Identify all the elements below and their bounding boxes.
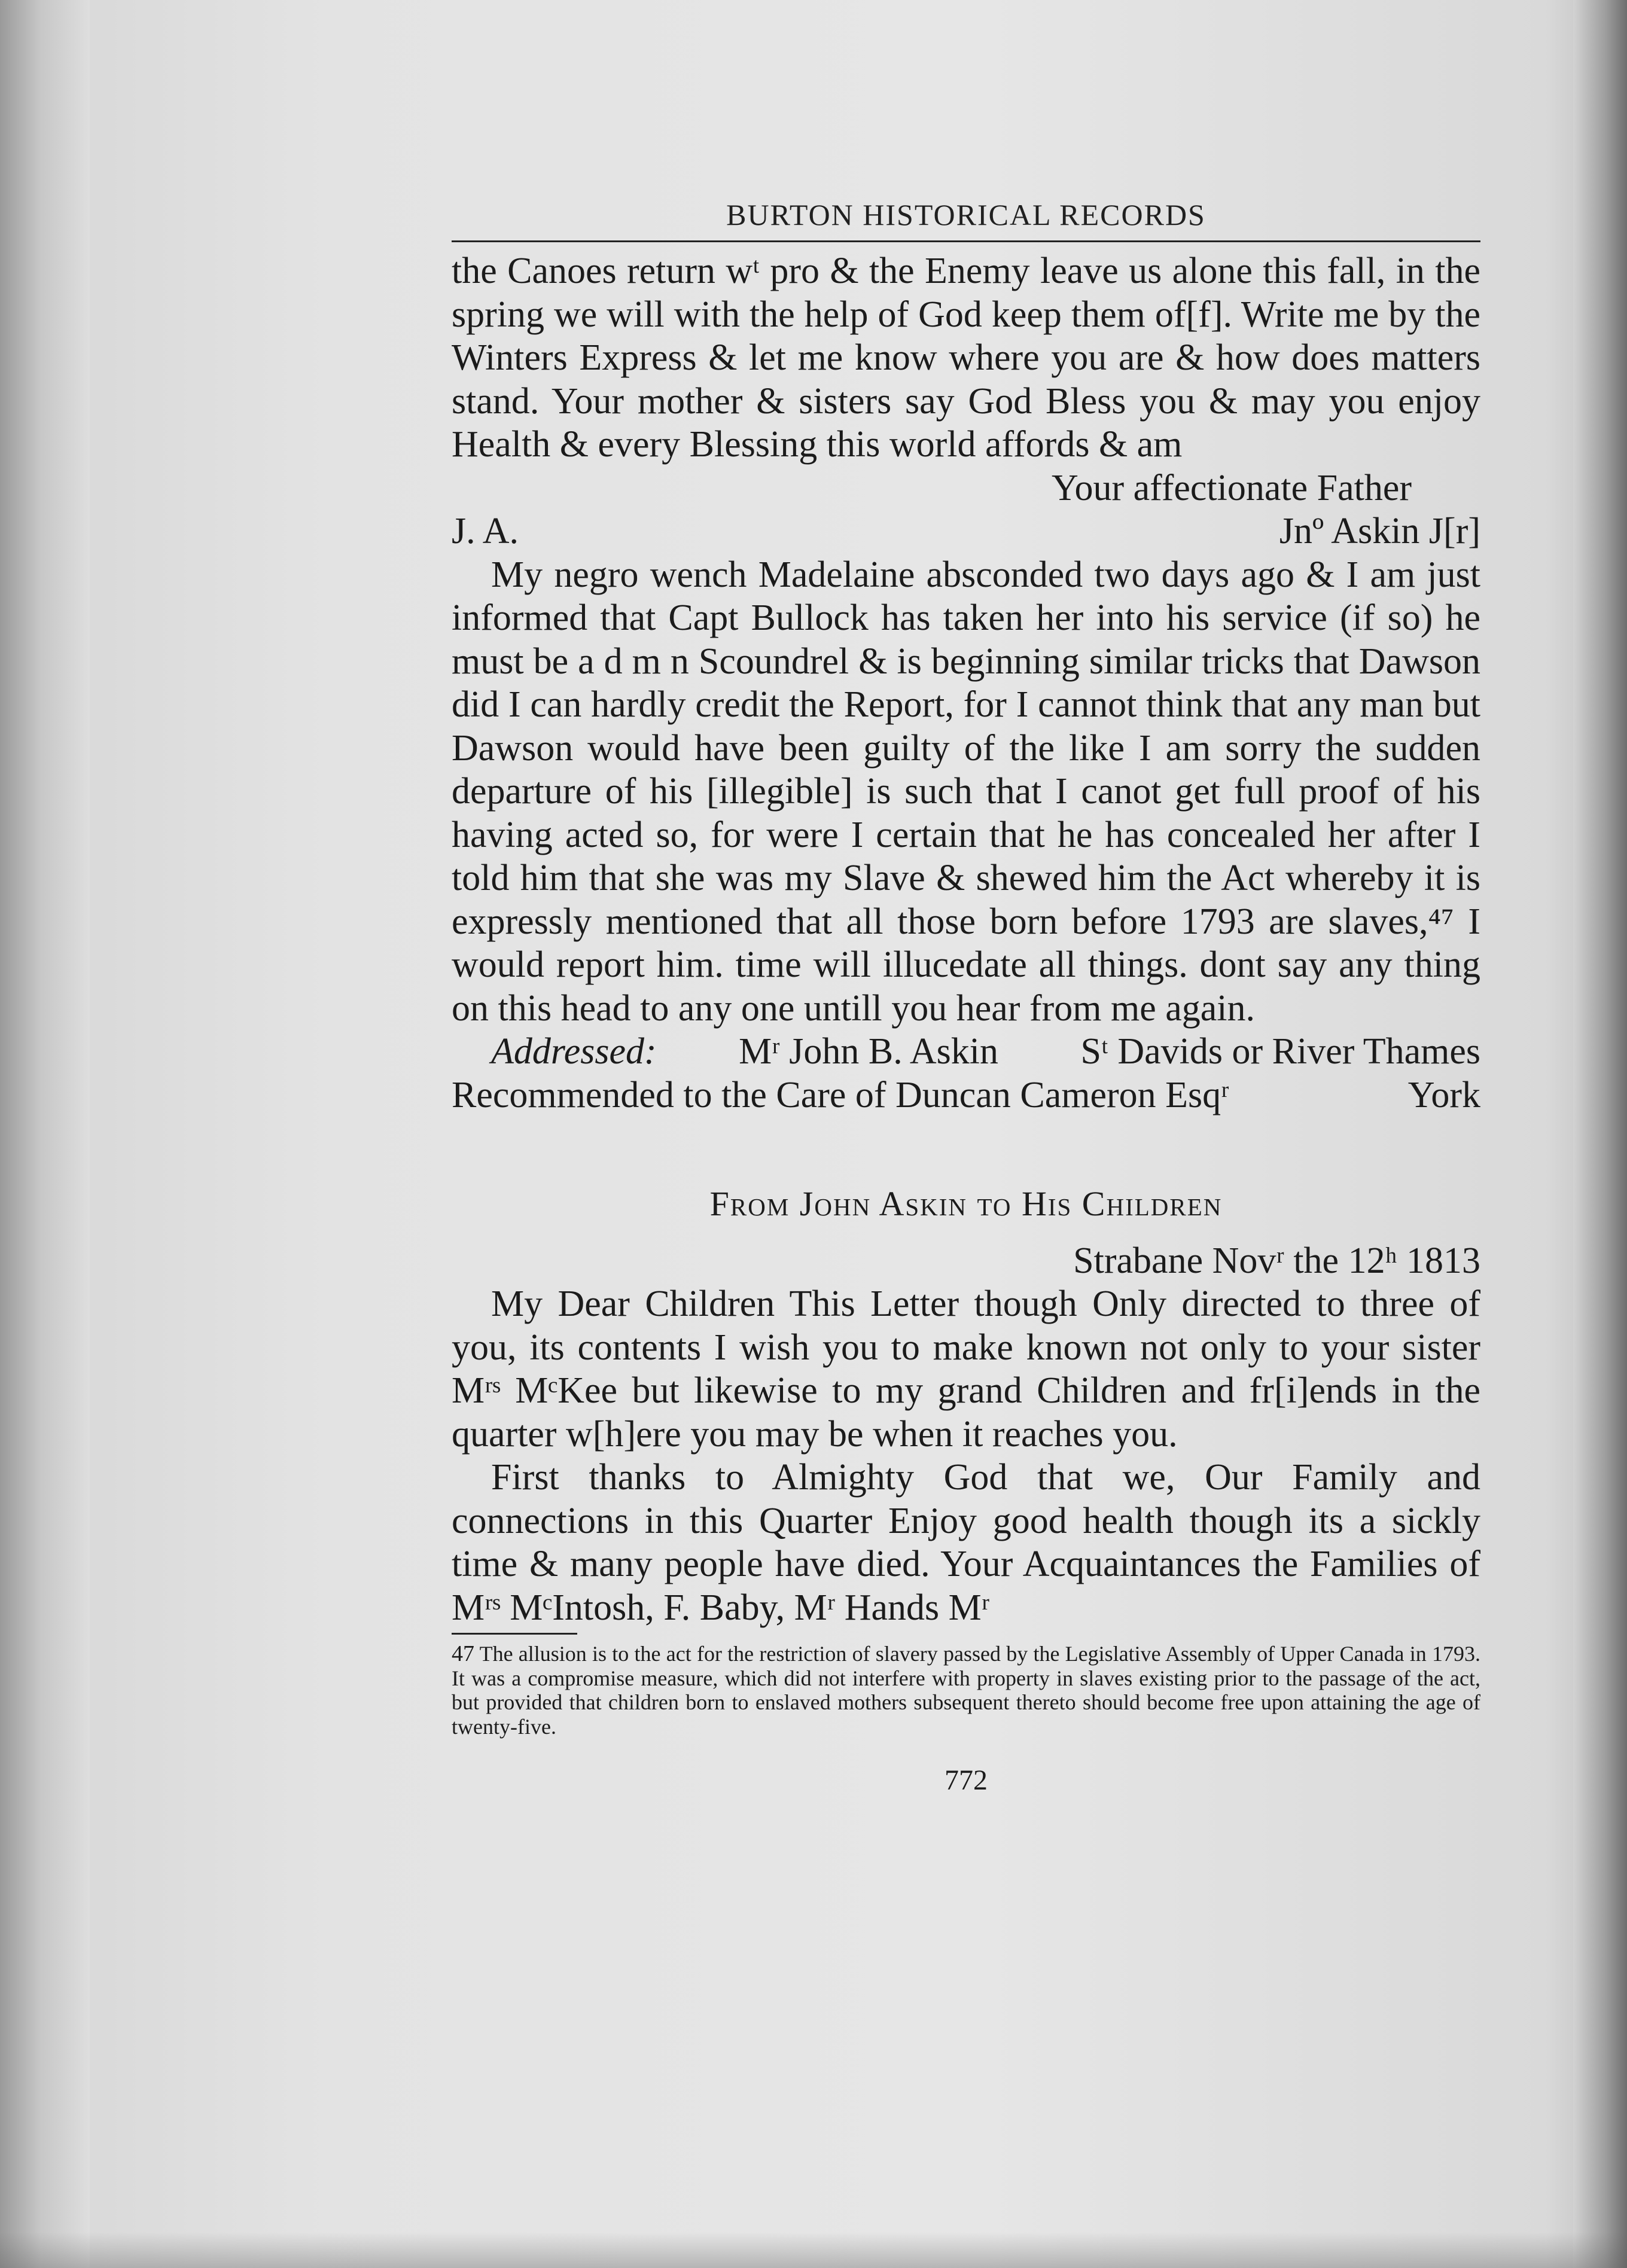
address-city: York bbox=[1407, 1074, 1480, 1115]
binding-shadow bbox=[0, 0, 90, 2268]
address-label: Addressed: bbox=[491, 1031, 657, 1072]
signature-initials: J. A. bbox=[452, 511, 519, 551]
address-line-1 bbox=[452, 1030, 1480, 1074]
closing: Your affectionate Father bbox=[1051, 467, 1412, 508]
footnote bbox=[452, 1642, 1480, 1739]
paragraph: My Dear Children This Letter though Only directed to three of you, its contents I wish you to make known not only to your sister Mʳˢ MᶜKee but likewise to my grand Children and fr[i]ends in the quarter w[h]ere you may be when it reaches you. bbox=[452, 1284, 1480, 1455]
paragraph: First thanks to Almighty God that we, Our Family and connections in this Quarter Enjoy good health though its a sickly time & many people have died. Your Acquaintances the Families of Mʳˢ MᶜIntosh, F. Baby, Mʳ Hands Mʳ bbox=[452, 1457, 1480, 1628]
body-text bbox=[452, 249, 1480, 1629]
footnote-number: 47 bbox=[452, 1641, 474, 1666]
postscript: My negro wench Madelaine absconded two days ago & I am just informed that Capt Bullock has taken her into his service (if so) he must be a d m n Scoundrel & is beginning similar tricks that Dawson did I can hardly credit the Report, for I cannot think that any man but Dawson would have been guilty of the like I am sorry the sudden departure of his [illegible] is such that I canot get full proof of his having acted so, for were I certain that he has concealed her after I told him that she was my Slave & shewed him the Act whereby it is expressly mentioned that all those born before 1793 are slaves,⁴⁷ I would report him. time will illucedate all things. dont say any thing on this head to any one untill you hear from me again. bbox=[452, 554, 1480, 1029]
running-head: BURTON HISTORICAL RECORDS bbox=[452, 197, 1480, 242]
page-edge bbox=[1573, 0, 1627, 2268]
page-number: 772 bbox=[944, 1764, 988, 1796]
page-content bbox=[452, 197, 1480, 1797]
dateline: Strabane Novʳ the 12ʰ 1813 bbox=[1073, 1240, 1480, 1281]
footnote-rule bbox=[452, 1633, 577, 1635]
signature-line bbox=[452, 510, 1480, 553]
address-to: Mʳ John B. Askin bbox=[739, 1031, 998, 1072]
page-bottom-shadow bbox=[0, 2232, 1627, 2268]
address-care: Recommended to the Care of Duncan Cameron Esqʳ bbox=[452, 1074, 1229, 1115]
footnote-text: The allusion is to the act for the restriction of slavery passed by the Legislative Assembly of Upper Canada in 1793. It was a compromise measure, which did not interfere with property in slaves existing prior to the passage of the act, but provided that children born to enslaved mothers subsequent thereto should become free upon attaining the age of twenty-five. bbox=[452, 1642, 1480, 1739]
paragraph: the Canoes return wᵗ pro & the Enemy leave us alone this fall, in the spring we will with the help of God keep them of[f]. Write me by the Winters Express & let me know where you are & how does matters stand. Your mother & sisters say God Bless you & may you enjoy Health & every Blessing this world affords & am bbox=[452, 251, 1480, 465]
address-line-2 bbox=[452, 1074, 1480, 1117]
address-place: Sᵗ Davids or River Thames bbox=[1080, 1031, 1480, 1072]
signature-name: Jnº Askin J[r] bbox=[1279, 511, 1480, 551]
section-heading: From John Askin to His Children bbox=[709, 1184, 1223, 1223]
